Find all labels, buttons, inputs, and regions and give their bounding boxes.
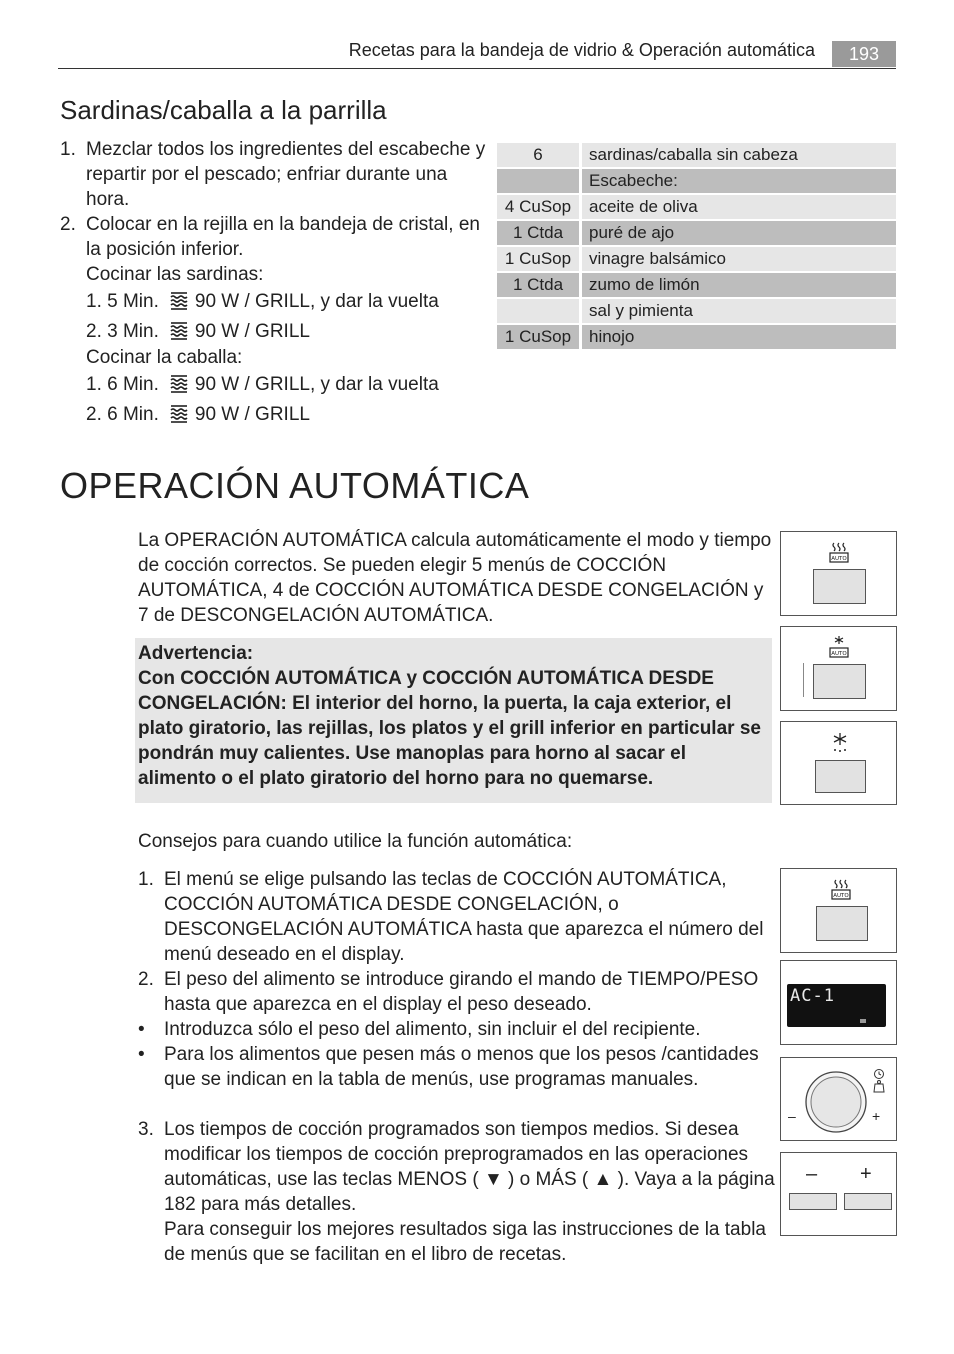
auto-frozen-icon bbox=[827, 635, 851, 659]
step-time: 1. 6 Min. bbox=[86, 374, 159, 395]
header-rule bbox=[58, 68, 896, 69]
item-text: Para conseguir los mejores resultados siga las instrucciones de la tabla de menús que se facilitan en el libro de recetas. bbox=[164, 1219, 766, 1265]
item-number: 3. bbox=[138, 1119, 154, 1140]
grill-icon bbox=[169, 320, 189, 340]
caballa-step-2 bbox=[60, 400, 490, 430]
time-weight-knob-icon[interactable] bbox=[805, 1066, 867, 1134]
item-text: Los tiempos de cocción programados son tiempos medios. Si desea modificar los tiempos de cocción preprogramados en las operaciones automáticas, use las teclas MENOS ( ▼ ) o MÁS ( ▲ ). Vaya a la página 182 para más detalles. bbox=[164, 1119, 775, 1215]
ingredient-qty: 6 bbox=[497, 143, 579, 167]
bullet-item bbox=[138, 1017, 778, 1042]
table-row bbox=[497, 273, 896, 297]
table-row bbox=[497, 325, 896, 349]
step-setting: 90 W / GRILL, y dar la vuelta bbox=[194, 291, 439, 312]
auto-label: AUTO bbox=[831, 651, 847, 657]
bullet-item bbox=[138, 1042, 778, 1092]
table-row bbox=[497, 221, 896, 245]
step-text: Colocar en la rejilla en la bandeja de cristal, en la posición inferior. bbox=[86, 214, 480, 260]
auto-defrost-button[interactable] bbox=[815, 760, 866, 793]
recipe-steps bbox=[60, 137, 490, 430]
table-row bbox=[497, 247, 896, 271]
auto-frozen-panel bbox=[780, 626, 897, 711]
warning-text: Con COCCIÓN AUTOMÁTICA y COCCIÓN AUTOMÁTICA DESDE CONGELACIÓN: El interior del horno, la puerta, la caja exterior, el plato giratorio, las rejillas, los platos y el grill inferior en particular se pondrán muy calientes. Use manoplas para horno al sacar el alimento o el plato giratorio del horno para no quemarse. bbox=[138, 668, 761, 789]
plus-label: + bbox=[872, 1108, 881, 1124]
spacer bbox=[138, 1092, 778, 1117]
table-row bbox=[497, 195, 896, 219]
grill-icon bbox=[169, 290, 189, 310]
auto-cook-button[interactable] bbox=[813, 569, 866, 604]
bullet-icon: • bbox=[138, 1044, 145, 1065]
item-number: 2. bbox=[138, 969, 154, 990]
recipe-title: Sardinas/caballa a la parrilla bbox=[60, 95, 387, 125]
list-item bbox=[138, 1117, 778, 1217]
table-row bbox=[497, 299, 896, 323]
sardinas-step-2 bbox=[60, 317, 490, 347]
list-item-continuation bbox=[138, 1217, 778, 1267]
ingredient-qty: 4 CuSop bbox=[497, 195, 579, 219]
ingredient-qty bbox=[497, 169, 579, 193]
plus-minus-panel bbox=[780, 1152, 897, 1236]
knob-panel bbox=[780, 1057, 897, 1141]
auto-label: AUTO bbox=[833, 893, 849, 899]
plus-label: + bbox=[860, 1163, 872, 1185]
grill-icon bbox=[169, 373, 189, 393]
list-item bbox=[138, 867, 778, 967]
step-time: 2. 3 Min. bbox=[86, 321, 159, 342]
ingredient-qty: 1 Ctda bbox=[497, 273, 579, 297]
menu-select-panel bbox=[780, 868, 897, 953]
running-header: Recetas para la bandeja de vidrio & Operación automática bbox=[348, 40, 815, 60]
auto-frozen-button[interactable] bbox=[813, 664, 866, 699]
ingredient-name: puré de ajo bbox=[582, 221, 896, 245]
sardinas-step-1 bbox=[60, 287, 490, 317]
step-setting: 90 W / GRILL, y dar la vuelta bbox=[194, 374, 439, 395]
warning-title: Advertencia: bbox=[138, 643, 254, 664]
warning-box bbox=[135, 638, 772, 803]
ingredient-name: zumo de limón bbox=[582, 273, 896, 297]
step-time: 1. 5 Min. bbox=[86, 291, 159, 312]
lcd-display bbox=[787, 984, 886, 1027]
caballa-label-text: Cocinar la caballa: bbox=[86, 347, 243, 368]
defrost-icon bbox=[829, 732, 851, 754]
sardinas-label-text: Cocinar las sardinas: bbox=[86, 264, 264, 285]
item-number: 1. bbox=[138, 869, 154, 890]
ingredient-name: aceite de oliva bbox=[582, 195, 896, 219]
bullet-icon: • bbox=[138, 1019, 145, 1040]
page-number: 193 bbox=[832, 41, 896, 67]
step-text: Mezclar todos los ingredientes del escabeche y repartir por el pescado; enfriar durante una hora. bbox=[86, 139, 486, 210]
ingredient-qty: 1 CuSop bbox=[497, 247, 579, 271]
auto-cook-icon bbox=[827, 542, 851, 564]
item-text: Para los alimentos que pesen más o menos que los pesos /cantidades que se indican en la tabla de menús, use programas manuales. bbox=[164, 1044, 759, 1090]
auto-cook-icon bbox=[829, 879, 853, 901]
ingredient-qty: 1 CuSop bbox=[497, 325, 579, 349]
tips-intro: Consejos para cuando utilice la función automática: bbox=[138, 831, 573, 852]
item-text: El peso del alimento se introduce girando el mando de TIEMPO/PESO hasta que aparezca en el display el peso deseado. bbox=[164, 969, 759, 1015]
recipe-step-2 bbox=[60, 212, 490, 262]
table-row bbox=[497, 143, 896, 167]
item-text: El menú se elige pulsando las teclas de COCCIÓN AUTOMÁTICA, COCCIÓN AUTOMÁTICA DESDE CONGELACIÓN, o DESCONGELACIÓN AUTOMÁTICA hasta que aparezca el número del menú deseado en el display. bbox=[164, 869, 764, 965]
sardinas-label bbox=[60, 262, 490, 287]
ingredients-table bbox=[497, 141, 896, 351]
caballa-step-1 bbox=[60, 370, 490, 400]
ingredient-name: sardinas/caballa sin cabeza bbox=[582, 143, 896, 167]
ingredient-name: sal y pimienta bbox=[582, 299, 896, 323]
ingredient-name: vinagre balsámico bbox=[582, 247, 896, 271]
ingredient-qty: 1 Ctda bbox=[497, 221, 579, 245]
ingredient-name: hinojo bbox=[582, 325, 896, 349]
auto-cook-panel bbox=[780, 531, 897, 616]
step-time: 2. 6 Min. bbox=[86, 404, 159, 425]
minus-label: – bbox=[788, 1108, 796, 1124]
auto-label: AUTO bbox=[831, 556, 847, 562]
list-item bbox=[138, 967, 778, 1017]
step-setting: 90 W / GRILL bbox=[194, 404, 310, 425]
minus-label: – bbox=[806, 1163, 818, 1185]
step-number: 1. bbox=[60, 139, 76, 160]
ingredient-name: Escabeche: bbox=[582, 169, 896, 193]
tips-list bbox=[138, 867, 778, 1267]
minus-button[interactable] bbox=[789, 1193, 837, 1210]
plus-button[interactable] bbox=[844, 1193, 892, 1210]
intro-paragraph: La OPERACIÓN AUTOMÁTICA calcula automáticamente el modo y tiempo de cocción correctos. Se pueden elegir 5 menús de COCCIÓN AUTOMÁTICA, 4 de COCCIÓN AUTOMÁTICA DESDE CONGELACIÓN y 7 de DESCONGELACIÓN AUTOMÁTICA. bbox=[138, 530, 772, 626]
step-number: 2. bbox=[60, 214, 76, 235]
display-indicator bbox=[860, 1019, 866, 1023]
divider bbox=[803, 663, 804, 697]
clock-weight-icon bbox=[872, 1068, 886, 1096]
auto-defrost-panel bbox=[780, 721, 897, 805]
step-setting: 90 W / GRILL bbox=[194, 321, 310, 342]
menu-select-button[interactable] bbox=[816, 906, 868, 941]
recipe-step-1 bbox=[60, 137, 490, 212]
ingredient-qty bbox=[497, 299, 579, 323]
display-text: AC-1 bbox=[790, 986, 835, 1006]
section-title: OPERACIÓN AUTOMÁTICA bbox=[60, 465, 530, 506]
table-row bbox=[497, 169, 896, 193]
grill-icon bbox=[169, 403, 189, 423]
item-text: Introduzca sólo el peso del alimento, sin incluir el del recipiente. bbox=[164, 1019, 701, 1040]
caballa-label bbox=[60, 345, 490, 370]
